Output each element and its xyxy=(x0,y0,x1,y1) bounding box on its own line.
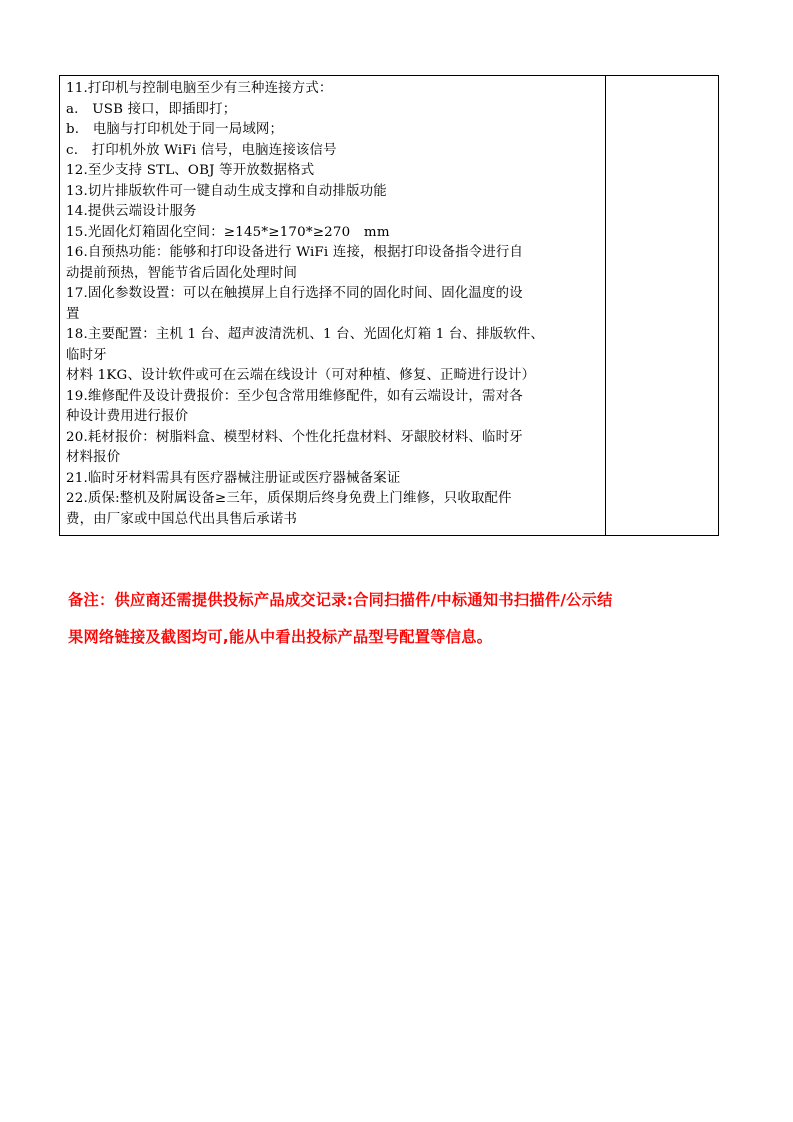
remark-line-2: 果网络链接及截图均可,能从中看出投标产品型号配置等信息。 xyxy=(68,628,493,646)
spec-line: 临时牙 xyxy=(66,347,107,363)
spec-table xyxy=(59,75,719,536)
spec-line: 材料 1KG、设计软件或可在云端在线设计（可对种植、修复、正畸进行设计） xyxy=(66,368,536,383)
remark-line-1: 备注：供应商还需提供投标产品成交记录:合同扫描件/中标通知书扫描件/公示结 xyxy=(68,591,613,609)
spec-line: 11.打印机与控制电脑至少有三种连接方式： xyxy=(66,81,333,96)
spec-line: 材料报价 xyxy=(66,450,121,465)
spec-line: 12.至少支持 STL、OBJ 等开放数据格式 xyxy=(66,163,315,178)
side-cell xyxy=(606,76,719,536)
spec-line: 19.维修配件及设计费报价：至少包含常用维修配件，如有云端设计，需对各 xyxy=(66,388,523,404)
spec-line: b. 电脑与打印机处于同一局域网； xyxy=(66,122,284,137)
spec-line: 20.耗材报价：树脂料盒、模型材料、个性化托盘材料、牙龈胶材料、临时牙 xyxy=(66,429,523,445)
spec-line: c. 打印机外放 WiFi 信号，电脑连接该信号 xyxy=(66,142,337,158)
spec-line: 22.质保:整机及附属设备≥三年，质保期后终身免费上门维修，只收取配件 xyxy=(66,491,512,506)
spec-line: 置 xyxy=(66,306,80,322)
spec-line: 21.临时牙材料需具有医疗器械注册证或医疗器械备案证 xyxy=(66,470,401,486)
spec-line: a. USB 接口，即插即打； xyxy=(66,101,237,117)
spec-line: 14.提供云端设计服务 xyxy=(66,204,197,219)
spec-line: 种设计费用进行报价 xyxy=(66,409,189,424)
spec-cell xyxy=(60,76,606,536)
spec-lines xyxy=(60,76,605,530)
spec-line: 15.光固化灯箱固化空间：≥145*≥170*≥270 mm xyxy=(66,224,390,240)
spec-line: 动提前预热，智能节省后固化处理时间 xyxy=(66,265,298,281)
spec-line: 13.切片排版软件可一键自动生成支撑和自动排版功能 xyxy=(66,183,387,199)
spec-line: 17.固化参数设置：可以在触摸屏上自行选择不同的固化时间、固化温度的设 xyxy=(66,286,523,301)
spec-line: 16.自预热功能：能够和打印设备进行 WiFi 连接，根据打印设备指令进行自 xyxy=(66,245,524,260)
spec-line: 18.主要配置：主机 1 台、超声波清洗机、1 台、光固化灯箱 1 台、排版软件、 xyxy=(66,327,545,342)
spec-line: 费，由厂家或中国总代出具售后承诺书 xyxy=(66,511,298,527)
table-row xyxy=(60,76,719,536)
